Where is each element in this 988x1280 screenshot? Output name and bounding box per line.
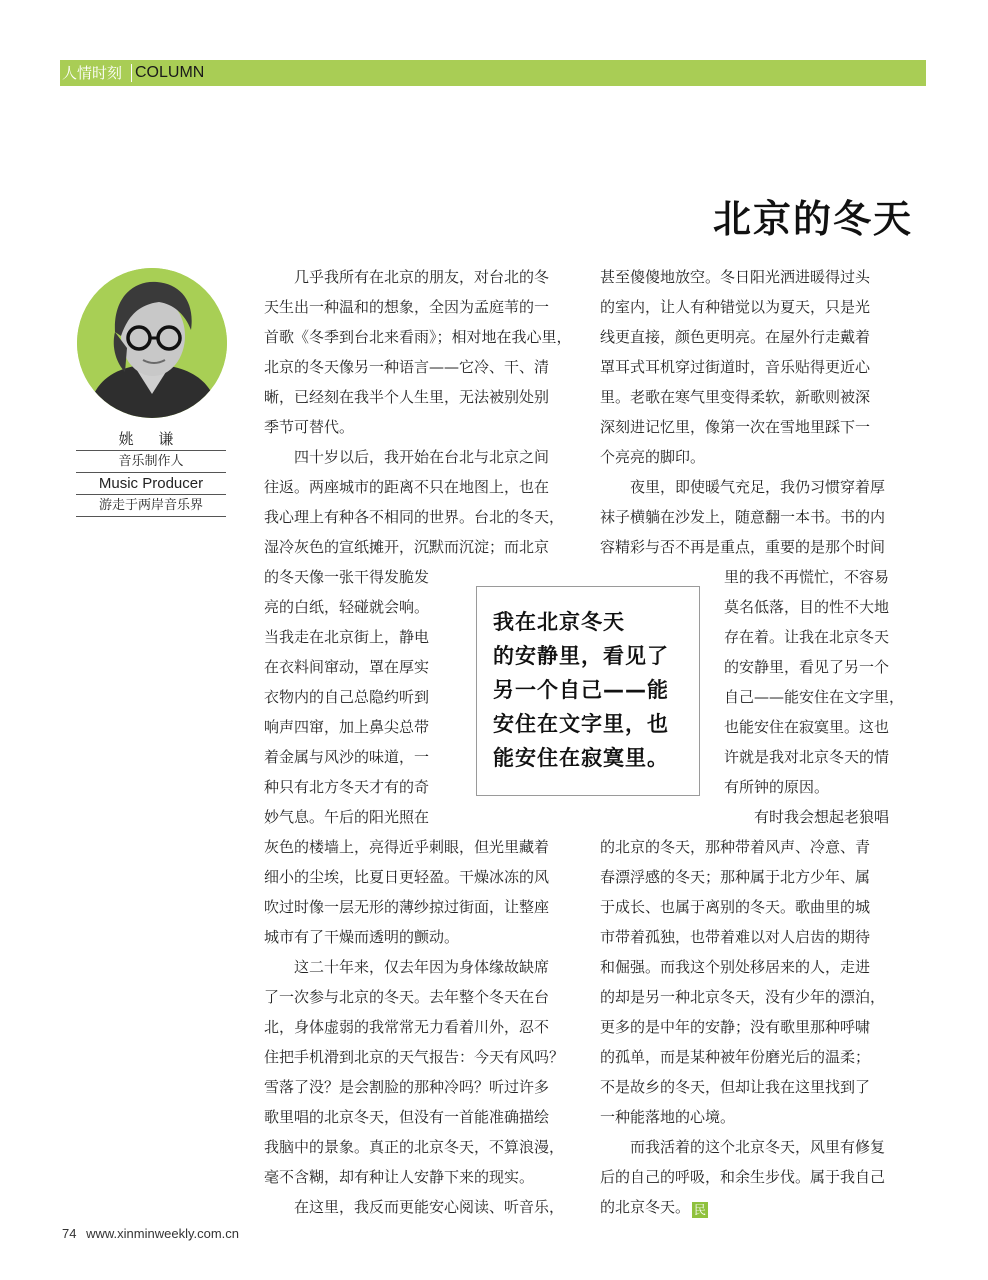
paragraph-final <box>600 1132 912 1222</box>
paragraph: 里的我不再慌忙，不容易 莫名低落，目的性不大地 存在着。让我在北京冬天 的安静里，看见了另一个 自己——能安住在文字里， 也能安住在寂寞里。这也 许就是我对北京冬天的情 有所钟的原因。 <box>724 568 905 796</box>
author-avatar <box>77 268 227 418</box>
paragraph: 的北京的冬天，那种带着风声、冷意、青 春漂浮感的冬天；那种属于北方少年、属 于成长、也属于离别的冬天。歌曲里的城 市带着孤独，也带着难以对人启齿的期待 和倔强。而我这个别处移居来的人，走进 的却是另一种北京冬天，没有少年的漂泊， 更多的是中年的安静；没有歌里那种呼啸 的孤单，而是某种被年份磨光后的温柔； 不是故乡的冬天，但却让我在这里找到了 一种能落地的心境。 <box>600 838 886 1126</box>
paragraph: 的冬天像一张干得发脆发 亮的白纸，轻碰就会响。 当我走在北京街上，静电 在衣料间窜动，罩在厚实 衣物内的自己总隐约听到 响声四窜，加上鼻尖总带 着金属与风沙的味道，一 种只有北方冬天才有的奇 妙气息。午后的阳光照在 <box>264 568 430 826</box>
end-mark-icon: 民 <box>694 1203 707 1217</box>
footer-url: www.xinminweekly.com.cn <box>86 1226 240 1241</box>
author-role: 音乐制作人 <box>76 450 226 472</box>
author-role-en: Music Producer <box>76 472 226 494</box>
section-divider <box>131 64 132 82</box>
author-tagline: 游走于两岸音乐界 <box>76 494 226 517</box>
paragraph: 夜里，即使暖气充足，我仍习惯穿着厚 袜子横躺在沙发上，随意翻一本书。书的内 容精彩与否不再是重点，重要的是那个时间 <box>600 478 886 556</box>
page-number: 74 <box>62 1226 77 1241</box>
article-title: 北京的冬天 <box>712 196 913 241</box>
page-footer <box>62 1226 239 1241</box>
column-label: COLUMN <box>135 64 205 81</box>
section-label: 人情时刻 <box>62 64 123 82</box>
paragraph: 这二十年来，仅去年因为身体缘故缺席 了一次参与北京的冬天。去年整个冬天在台 北，身体虚弱的我常常无力看着川外，忍不 住把手机滑到北京的天气报告：今天有风吗？ 雪落了没？是会割脸的那种冷吗？听过许多 歌里唱的北京冬天，但没有一首能准确描绘 我脑中的景象。真正的北京冬天，不算浪漫， 毫不含糊，却有种让人安静下来的现实。 <box>264 958 565 1186</box>
paragraph: 几乎我所有在北京的朋友，对台北的冬 天生出一种温和的想象，全因为孟庭苇的一 首歌《冬季到台北来看雨》；相对地在我心里， 北京的冬天像另一种语言——它冷、干、清 晰，已经刻在我半个人生里，无法被别处别 季节可替代。 <box>264 268 572 436</box>
author-info <box>76 428 226 517</box>
paragraph: 灰色的楼墙上，亮得近乎刺眼，但光里藏着 细小的尘埃，比夏日更轻盈。干燥冰冻的风 吹过时像一层无形的薄纱掠过街面，让整座 城市有了干燥而透明的颤动。 <box>264 838 550 946</box>
paragraph: 在这里，我反而更能安心阅读、听音乐， <box>264 1198 565 1216</box>
author-portrait-illustration <box>77 268 227 418</box>
paragraph-text: 而我活着的这个北京冬天，风里有修复 后的自己的呼吸，和余生步伐。属于我自己 的北京冬天。 <box>600 1138 886 1216</box>
pull-quote-box <box>476 586 700 796</box>
paragraph: 四十岁以后，我开始在台北与北京之间 往返。两座城市的距离不只在地图上，也在 我心理上有种各不相同的世界。台北的冬天， 湿冷灰色的宣纸摊开，沉默而沉淀；而北京 <box>264 448 565 556</box>
paragraph: 有时我会想起老狼唱 <box>724 808 890 826</box>
paragraph: 甚至傻傻地放空。冬日阳光洒进暖得过头 的室内，让人有种错觉以为夏天，只是光 线更直接，颜色更明亮。在屋外行走戴着 罩耳式耳机穿过街道时，音乐贴得更近心 里。老歌在寒气里变得柔软，新歌则被深 深刻进记忆里，像第一次在雪地里踩下一 个亮亮的脚印。 <box>600 268 871 466</box>
author-name: 姚 谦 <box>118 430 184 448</box>
pull-quote: 我在北京冬天 的安静里，看见了 另一个自己——能 安住在文字里，也 能安住在寂寞里。 <box>493 610 669 770</box>
